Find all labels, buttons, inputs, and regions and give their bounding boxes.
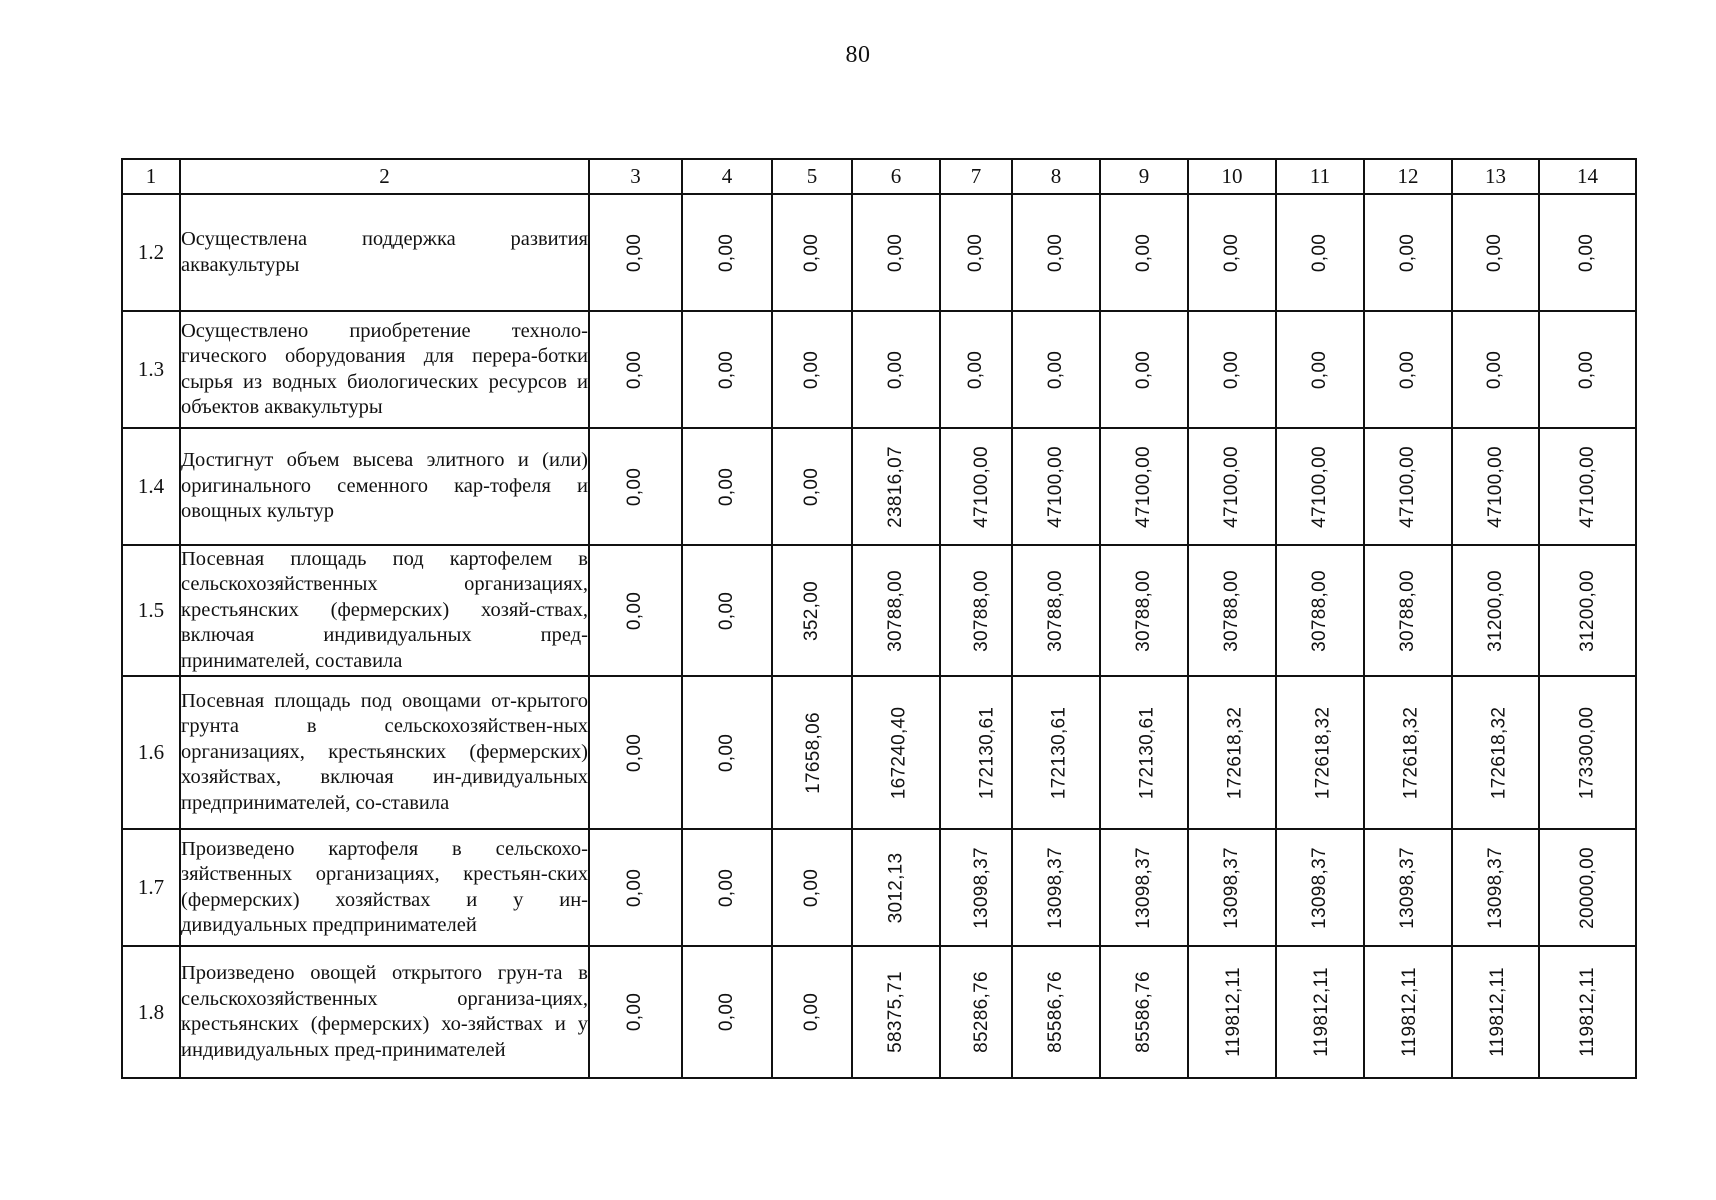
column-header: 9 (1100, 159, 1188, 194)
value-cell (589, 428, 682, 545)
page-number: 80 (845, 42, 871, 68)
value-text: 31200,00 (1576, 569, 1598, 652)
value-text: 17658,06 (802, 711, 824, 794)
value-text: 172130,61 (976, 706, 998, 799)
value-text: 0,00 (801, 868, 822, 907)
table-row (122, 428, 1636, 545)
value-cell (1539, 194, 1636, 311)
value-text: 85586,76 (1133, 971, 1154, 1053)
value-cell (1364, 545, 1452, 676)
indicators-table (121, 158, 1637, 1079)
value-text: 173300,00 (1576, 706, 1598, 799)
value-cell (1188, 676, 1276, 829)
value-cell (1100, 676, 1188, 829)
value-text: 119812,11 (1398, 967, 1420, 1057)
value-text: 0,00 (1221, 233, 1242, 272)
value-text: 0,00 (1484, 350, 1506, 389)
value-text: 119812,11 (1222, 967, 1244, 1057)
value-cell (682, 946, 772, 1078)
value-text: 58375,71 (885, 971, 906, 1053)
column-header: 2 (180, 159, 589, 194)
row-description: Достигнут объем высева элитного и (или) оригинального семенного кар-тофеля и овощных культур (180, 428, 589, 545)
value-cell (1012, 428, 1100, 545)
value-cell (589, 545, 682, 676)
value-cell (940, 428, 1012, 545)
value-cell (940, 829, 1012, 946)
value-text: 0,00 (965, 233, 986, 272)
value-text: 0,00 (1221, 350, 1242, 389)
table-row (122, 676, 1636, 829)
table-row (122, 311, 1636, 428)
value-cell (1100, 428, 1188, 545)
value-text: 0,00 (624, 733, 646, 772)
value-text: 0,00 (716, 233, 737, 272)
value-cell (852, 428, 940, 545)
value-text: 85586,76 (1045, 971, 1066, 1053)
value-cell (1188, 829, 1276, 946)
value-text: 0,00 (885, 233, 906, 272)
value-text: 0,00 (624, 992, 646, 1032)
column-header: 12 (1364, 159, 1452, 194)
value-text: 0,00 (801, 992, 822, 1032)
value-text: 172618,32 (1224, 706, 1246, 799)
value-text: 13098,37 (1397, 846, 1418, 929)
value-cell (1188, 194, 1276, 311)
row-description: Осуществлено приобретение техноло-гического оборудования для перера-ботки сырья из водных биологических ресурсов и объектов аквакультуры (180, 311, 589, 428)
value-text: 0,00 (624, 467, 646, 506)
value-cell (1539, 428, 1636, 545)
value-text: 13098,37 (1484, 846, 1506, 929)
value-text: 31200,00 (1484, 569, 1506, 652)
value-text: 0,00 (1309, 350, 1330, 389)
row-number: 1.8 (122, 946, 180, 1078)
value-text: 13098,37 (1309, 846, 1330, 929)
value-cell (1539, 946, 1636, 1078)
value-text: 119812,11 (1576, 967, 1598, 1057)
value-cell (1452, 194, 1539, 311)
row-number: 1.6 (122, 676, 180, 829)
value-text: 0,00 (624, 233, 646, 272)
value-text: 0,00 (965, 350, 986, 389)
value-text: 47100,00 (1576, 445, 1598, 528)
value-cell (772, 428, 852, 545)
value-cell (1364, 946, 1452, 1078)
value-text: 119812,11 (1486, 967, 1508, 1057)
column-header: 10 (1188, 159, 1276, 194)
value-text: 119812,11 (1310, 967, 1332, 1057)
column-header: 4 (682, 159, 772, 194)
value-text: 0,00 (624, 591, 646, 630)
value-cell (1188, 311, 1276, 428)
value-cell (1364, 428, 1452, 545)
value-text: 20000,00 (1576, 846, 1598, 929)
value-cell (940, 676, 1012, 829)
value-cell (1539, 676, 1636, 829)
value-cell (1452, 545, 1539, 676)
value-text: 30788,00 (1309, 569, 1330, 652)
value-cell (1188, 946, 1276, 1078)
value-text: 0,00 (1484, 233, 1506, 272)
value-text: 0,00 (1397, 350, 1418, 389)
value-cell (940, 946, 1012, 1078)
value-cell (589, 194, 682, 311)
value-cell (682, 194, 772, 311)
value-text: 172130,61 (1048, 706, 1070, 799)
column-header: 13 (1452, 159, 1539, 194)
table-row (122, 545, 1636, 676)
value-cell (1452, 829, 1539, 946)
value-cell (1012, 676, 1100, 829)
value-cell (1364, 676, 1452, 829)
row-description: Посевная площадь под овощами от-крытого грунта в сельскохозяйствен-ных организациях, крестьянских (фермерских) хозяйствах, включая ин-дивидуальных предпринимателей, со-ставила (180, 676, 589, 829)
row-number: 1.3 (122, 311, 180, 428)
row-description: Произведено картофеля в сельскохо-зяйственных организациях, крестьян-ских (фермерских) хозяйствах и у ин-дивидуальных предпринимателей (180, 829, 589, 946)
value-text: 0,00 (716, 350, 737, 389)
value-cell (1452, 676, 1539, 829)
value-cell (682, 676, 772, 829)
value-text: 0,00 (1133, 233, 1154, 272)
value-cell (682, 428, 772, 545)
value-text: 0,00 (716, 591, 737, 630)
value-cell (1276, 946, 1364, 1078)
value-text: 30788,00 (1221, 569, 1242, 652)
value-text: 0,00 (624, 350, 646, 389)
value-text: 0,00 (1576, 350, 1598, 389)
value-text: 3012,13 (885, 852, 906, 923)
value-text: 47100,00 (1309, 445, 1330, 528)
value-cell (852, 676, 940, 829)
value-cell (589, 829, 682, 946)
value-cell (772, 676, 852, 829)
value-text: 0,00 (716, 467, 737, 506)
value-text: 0,00 (801, 233, 822, 272)
row-description: Осуществлена поддержка развития аквакультуры (180, 194, 589, 311)
value-text: 0,00 (1309, 233, 1330, 272)
value-text: 0,00 (716, 992, 737, 1032)
column-header: 3 (589, 159, 682, 194)
value-text: 85286,76 (970, 971, 992, 1053)
value-text: 0,00 (1045, 233, 1066, 272)
value-cell (940, 545, 1012, 676)
value-cell (852, 829, 940, 946)
value-text: 30788,00 (1133, 569, 1154, 652)
value-text: 47100,00 (1045, 445, 1066, 528)
value-cell (1452, 311, 1539, 428)
value-text: 30788,00 (1397, 569, 1418, 652)
column-header: 6 (852, 159, 940, 194)
row-description: Посевная площадь под картофелем в сельскохозяйственных организациях, крестьянских (фермерских) хозяй-ствах, включая индивидуальных пред-принимателей, составила (180, 545, 589, 676)
value-cell (1188, 428, 1276, 545)
value-text: 172618,32 (1488, 706, 1510, 799)
value-cell (1100, 545, 1188, 676)
value-text: 47100,00 (1484, 445, 1506, 528)
value-cell (1276, 829, 1364, 946)
value-cell (772, 829, 852, 946)
value-cell (772, 545, 852, 676)
value-text: 47100,00 (1133, 445, 1154, 528)
value-text: 0,00 (1397, 233, 1418, 272)
value-cell (1100, 311, 1188, 428)
value-text: 0,00 (1576, 233, 1598, 272)
value-text: 0,00 (1133, 350, 1154, 389)
value-cell (682, 829, 772, 946)
value-cell (1188, 545, 1276, 676)
row-number: 1.2 (122, 194, 180, 311)
row-description: Произведено овощей открытого грун-та в сельскохозяйственных организа-циях, крестьянских (фермерских) хо-зяйствах и у индивидуальных пред-принимателей (180, 946, 589, 1078)
value-cell (682, 311, 772, 428)
value-cell (1276, 311, 1364, 428)
value-text: 0,00 (624, 868, 646, 907)
value-text: 172618,32 (1400, 706, 1422, 799)
value-text: 0,00 (716, 868, 737, 907)
value-cell (1100, 194, 1188, 311)
value-cell (589, 676, 682, 829)
value-text: 0,00 (716, 733, 737, 772)
column-number-row (122, 159, 1636, 194)
value-cell (772, 194, 852, 311)
value-cell (1539, 545, 1636, 676)
value-text: 13098,37 (970, 846, 992, 929)
value-cell (1276, 194, 1364, 311)
value-text: 13098,37 (1221, 846, 1242, 929)
value-cell (940, 311, 1012, 428)
value-cell (1012, 829, 1100, 946)
value-text: 0,00 (801, 350, 822, 389)
value-cell (1012, 946, 1100, 1078)
value-cell (1364, 311, 1452, 428)
value-text: 13098,37 (1045, 846, 1066, 929)
value-cell (589, 946, 682, 1078)
value-cell (1276, 428, 1364, 545)
table-row (122, 829, 1636, 946)
column-header: 5 (772, 159, 852, 194)
table-row (122, 946, 1636, 1078)
column-header: 1 (122, 159, 180, 194)
value-cell (1539, 829, 1636, 946)
value-cell (1364, 194, 1452, 311)
value-cell (1276, 545, 1364, 676)
value-text: 30788,00 (1045, 569, 1066, 652)
value-text: 23816,07 (885, 445, 906, 528)
value-cell (852, 311, 940, 428)
value-cell (1452, 946, 1539, 1078)
value-text: 47100,00 (970, 445, 992, 528)
value-cell (1012, 311, 1100, 428)
value-text: 172618,32 (1312, 706, 1334, 799)
value-cell (682, 545, 772, 676)
value-cell (1012, 194, 1100, 311)
value-text: 0,00 (801, 467, 822, 506)
value-text: 0,00 (1045, 350, 1066, 389)
value-text: 30788,00 (970, 569, 992, 652)
column-header: 7 (940, 159, 1012, 194)
column-header: 8 (1012, 159, 1100, 194)
value-text: 30788,00 (885, 569, 906, 652)
value-cell (1452, 428, 1539, 545)
value-text: 47100,00 (1397, 445, 1418, 528)
value-text: 0,00 (885, 350, 906, 389)
value-cell (1100, 946, 1188, 1078)
column-header: 14 (1539, 159, 1636, 194)
value-cell (940, 194, 1012, 311)
value-cell (852, 194, 940, 311)
value-cell (772, 946, 852, 1078)
value-cell (1276, 676, 1364, 829)
value-cell (772, 311, 852, 428)
value-cell (852, 946, 940, 1078)
value-text: 47100,00 (1221, 445, 1242, 528)
value-text: 352,00 (800, 580, 822, 641)
row-number: 1.5 (122, 545, 180, 676)
column-header: 11 (1276, 159, 1364, 194)
value-text: 172130,61 (1136, 706, 1158, 799)
value-text: 13098,37 (1133, 846, 1154, 929)
value-cell (1539, 311, 1636, 428)
row-number: 1.4 (122, 428, 180, 545)
value-text: 167240,40 (888, 706, 910, 799)
value-cell (1012, 545, 1100, 676)
table-row (122, 194, 1636, 311)
row-number: 1.7 (122, 829, 180, 946)
value-cell (1364, 829, 1452, 946)
value-cell (852, 545, 940, 676)
value-cell (589, 311, 682, 428)
value-cell (1100, 829, 1188, 946)
